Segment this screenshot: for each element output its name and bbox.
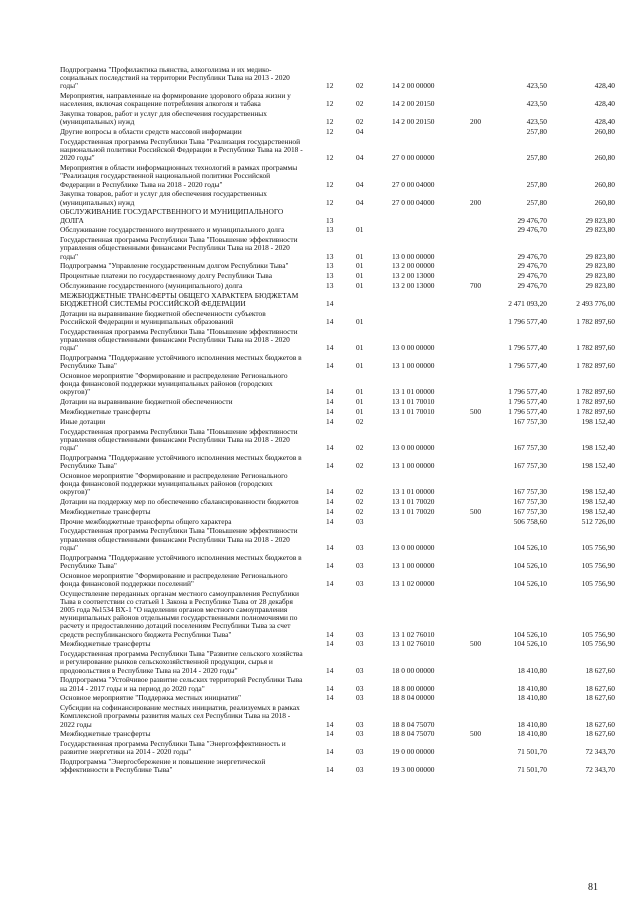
row-cs: 13 1 00 00000: [392, 560, 435, 570]
row-rz: 14: [326, 683, 334, 693]
table-row: [0, 92, 640, 108]
row-name: Иные дотации: [60, 416, 106, 426]
row-sum-2019: 104 526,10: [513, 542, 547, 552]
row-sum-2020: 260,80: [594, 179, 615, 189]
row-pr: 02: [356, 416, 364, 426]
row-cs: 18 0 00 00000: [392, 665, 435, 675]
row-sum-2020: 198 152,40: [581, 506, 615, 516]
row-rz: 14: [326, 729, 334, 739]
table-row: [0, 66, 640, 91]
row-sum-2020: 105 756,90: [581, 629, 615, 639]
row-cs: 19 3 00 00000: [392, 765, 435, 775]
row-sum-2020: 2 493 776,00: [576, 298, 615, 308]
row-pr: 02: [356, 81, 364, 91]
row-sum-2020: 72 343,70: [585, 747, 615, 757]
row-name: Основное мероприятие "Формирование и распределение Регионального фонда финансовой поддержки муниципальных районов (городских округов)": [60, 371, 288, 397]
row-pr: 01: [356, 387, 364, 397]
table-row: [0, 758, 640, 774]
row-cs: 13 2 00 13000: [392, 271, 435, 281]
table-row: [0, 498, 640, 506]
row-pr: 01: [356, 361, 364, 371]
row-sum-2020: 29 823,80: [585, 281, 615, 290]
row-sum-2019: 104 526,10: [513, 629, 547, 639]
row-vr: 700: [470, 281, 482, 290]
row-rz: 14: [326, 665, 334, 675]
table-row: [0, 128, 640, 136]
row-cs: 18 8 00 00000: [392, 683, 435, 693]
row-pr: 01: [356, 251, 364, 261]
row-cs: 27 0 00 04000: [392, 179, 435, 189]
row-sum-2020: 18 627,60: [585, 693, 615, 703]
row-sum-2019: 423,50: [526, 117, 547, 127]
row-rz: 14: [326, 442, 334, 452]
row-name: Закупка товаров, работ и услуг для обеспечения государственных (муниципальных) нужд: [60, 189, 267, 207]
table-row: [0, 282, 640, 290]
row-pr: 02: [356, 460, 364, 470]
table-row: [0, 704, 640, 729]
row-name: Основное мероприятие "Поддержка местных инициатив": [60, 693, 242, 703]
row-rz: 14: [326, 506, 334, 516]
row-rz: 14: [326, 747, 334, 757]
row-pr: 02: [356, 487, 364, 497]
row-cs: 27 0 00 00000: [392, 153, 435, 163]
row-pr: 01: [356, 271, 364, 281]
row-sum-2019: 1 796 577,40: [508, 387, 547, 397]
row-name: Подпрограмма "Устойчивое развитие сельских территорий Республики Тыва на 2014 - 2017 годы и на период до 2020 года": [60, 675, 303, 693]
row-cs: 13 1 01 70010: [392, 407, 435, 416]
table-row: [0, 398, 640, 406]
table-row: [0, 730, 640, 738]
table-row: [0, 640, 640, 648]
row-sum-2019: 167 757,30: [513, 487, 547, 497]
row-rz: 14: [326, 416, 334, 426]
table-row: [0, 554, 640, 570]
row-vr: 500: [470, 729, 482, 739]
row-pr: 01: [356, 261, 364, 271]
row-sum-2019: 18 410,80: [517, 683, 547, 693]
row-rz: 14: [326, 487, 334, 497]
row-sum-2019: 1 796 577,40: [508, 316, 547, 326]
table-row: [0, 292, 640, 308]
row-rz: 14: [326, 407, 334, 416]
table-row: [0, 508, 640, 516]
row-pr: 04: [356, 179, 364, 189]
row-name: Подпрограмма "Поддержание устойчивого исполнения местных бюджетов в Республике Тыва": [60, 552, 302, 570]
row-rz: 14: [326, 560, 334, 570]
row-name: Межбюджетные трансферты: [60, 639, 151, 649]
row-pr: 03: [356, 560, 364, 570]
row-sum-2020: 1 782 897,60: [576, 343, 615, 353]
row-pr: 03: [356, 639, 364, 649]
row-pr: 03: [356, 542, 364, 552]
row-rz: 14: [326, 693, 334, 703]
row-rz: 14: [326, 316, 334, 326]
row-sum-2020: 428,40: [594, 99, 615, 109]
table-row: [0, 527, 640, 552]
row-name: Подпрограмма "Управление государственным долгом Республики Тыва": [60, 261, 289, 271]
row-cs: 13 1 00 00000: [392, 361, 435, 371]
row-cs: 13 1 01 70020: [392, 497, 435, 506]
row-cs: 18 8 04 75070: [392, 719, 435, 729]
row-cs: 18 8 04 00000: [392, 693, 435, 703]
row-sum-2020: 29 823,80: [585, 251, 615, 261]
row-pr: 02: [356, 497, 364, 506]
row-pr: 04: [356, 197, 364, 207]
row-sum-2020: 1 782 897,60: [576, 387, 615, 397]
row-name: Подпрограмма "Энергосбережение и повышение энергетической эффективности в Республике Тыва": [60, 757, 266, 775]
row-name: Подпрограмма "Поддержание устойчивого исполнения местных бюджетов в Республике Тыва": [60, 452, 302, 470]
row-name: Подпрограмма "Поддержание устойчивого исполнения местных бюджетов в Республике Тыва": [60, 353, 302, 371]
row-sum-2019: 167 757,30: [513, 460, 547, 470]
row-sum-2020: 29 823,80: [585, 261, 615, 271]
row-name: Межбюджетные трансферты: [60, 506, 151, 516]
row-sum-2020: 105 756,90: [581, 639, 615, 649]
row-sum-2019: 167 757,30: [513, 497, 547, 506]
row-vr: 200: [470, 117, 482, 127]
row-rz: 14: [326, 298, 334, 308]
row-sum-2020: 198 152,40: [581, 442, 615, 452]
row-cs: 13 2 00 13000: [392, 281, 435, 290]
row-rz: 13: [326, 215, 334, 225]
row-rz: 14: [326, 397, 334, 407]
row-sum-2019: 1 796 577,40: [508, 407, 547, 416]
row-name: Процентные платежи по государственному долгу Республики Тыва: [60, 271, 272, 281]
row-name: Основное мероприятие "Формирование и распределение Регионального фонда финансовой поддержки поселений": [60, 570, 288, 588]
row-rz: 13: [326, 281, 334, 290]
row-cs: 14 2 00 20150: [392, 99, 435, 109]
row-sum-2020: 198 152,40: [581, 487, 615, 497]
row-sum-2020: 105 756,90: [581, 542, 615, 552]
row-cs: 13 1 02 76010: [392, 639, 435, 649]
row-pr: 02: [356, 99, 364, 109]
row-sum-2020: 198 152,40: [581, 460, 615, 470]
row-cs: 13 0 00 00000: [392, 343, 435, 353]
row-sum-2020: 18 627,60: [585, 719, 615, 729]
row-name: Мероприятия, направленные на формирование здорового образа жизни у населения, включая сокращение потребления алкоголя и табака: [60, 91, 291, 109]
row-rz: 12: [326, 179, 334, 189]
row-rz: 14: [326, 639, 334, 649]
row-sum-2019: 423,50: [526, 99, 547, 109]
row-pr: 03: [356, 629, 364, 639]
row-sum-2019: 104 526,10: [513, 639, 547, 649]
row-sum-2019: 18 410,80: [517, 693, 547, 703]
row-sum-2019: 423,50: [526, 81, 547, 91]
row-name: Государственная программа Республики Тыва "Повышение эффективности управления общественными финансами Республики Тыва на 2018 - 2020 годы": [60, 526, 298, 552]
row-rz: 12: [326, 81, 334, 91]
row-cs: 13 1 01 70010: [392, 397, 435, 407]
row-sum-2020: 260,80: [594, 197, 615, 207]
row-sum-2019: 257,80: [526, 153, 547, 163]
table-row: [0, 138, 640, 163]
table-row: [0, 226, 640, 234]
row-name: Дотации на выравнивание бюджетной обеспеченности: [60, 397, 233, 407]
row-sum-2020: 1 782 897,60: [576, 407, 615, 416]
row-name: Закупка товаров, работ и услуг для обеспечения государственных (муниципальных) нужд: [60, 109, 267, 127]
row-rz: 14: [326, 542, 334, 552]
row-pr: 04: [356, 153, 364, 163]
row-name: Государственная программа Республики Тыва "Повышение эффективности управления общественными финансами Республики Тыва на 2018 - 2020 годы": [60, 235, 298, 261]
table-row: [0, 428, 640, 453]
row-rz: 13: [326, 225, 334, 235]
row-cs: 18 8 04 75070: [392, 729, 435, 739]
row-vr: 500: [470, 639, 482, 649]
row-cs: 19 0 00 00000: [392, 747, 435, 757]
row-sum-2019: 29 476,70: [517, 261, 547, 271]
row-cs: 14 2 00 00000: [392, 81, 435, 91]
row-rz: 14: [326, 629, 334, 639]
table-row: [0, 190, 640, 206]
row-pr: 01: [356, 316, 364, 326]
row-sum-2020: 198 152,40: [581, 497, 615, 506]
row-sum-2019: 29 476,70: [517, 215, 547, 225]
row-rz: 14: [326, 516, 334, 526]
row-sum-2019: 257,80: [526, 197, 547, 207]
row-sum-2019: 104 526,10: [513, 578, 547, 588]
row-name: Государственная программа Республики Тыва "Реализация государственной национальной политики Российской Федерации в Республике Тыва на 2018 - 2020 годы": [60, 137, 303, 163]
row-sum-2019: 1 796 577,40: [508, 361, 547, 371]
row-cs: 13 1 01 00000: [392, 387, 435, 397]
row-name: Подпрограмма "Профилактика пьянства, алкоголизма и их медико- социальных последствий на территории Республики Тыва на 2013 - 2020 годы": [60, 65, 290, 91]
row-rz: 14: [326, 361, 334, 371]
row-name: Государственная программа Республики Тыва "Повышение эффективности управления общественными финансами Республики Тыва на 2018 - 2020 годы": [60, 326, 298, 353]
row-name: Обслуживание государственного внутреннего и муниципального долга: [60, 225, 285, 235]
row-sum-2020: 29 823,80: [585, 271, 615, 281]
row-pr: 02: [356, 442, 364, 452]
row-sum-2019: 1 796 577,40: [508, 397, 547, 407]
row-sum-2019: 104 526,10: [513, 560, 547, 570]
table-row: [0, 676, 640, 692]
row-sum-2019: 167 757,30: [513, 506, 547, 516]
table-row: [0, 372, 640, 397]
row-sum-2020: 29 823,80: [585, 215, 615, 225]
row-sum-2019: 18 410,80: [517, 665, 547, 675]
row-rz: 14: [326, 497, 334, 506]
row-sum-2020: 1 782 897,60: [576, 361, 615, 371]
row-sum-2019: 71 501,70: [517, 765, 547, 775]
row-rz: 13: [326, 271, 334, 281]
row-rz: 14: [326, 387, 334, 397]
row-rz: 14: [326, 460, 334, 470]
row-rz: 14: [326, 343, 334, 353]
row-sum-2019: 257,80: [526, 179, 547, 189]
row-sum-2020: 198 152,40: [581, 416, 615, 426]
row-name: Межбюджетные трансферты: [60, 729, 151, 739]
table-row: [0, 572, 640, 588]
table-row: [0, 472, 640, 497]
row-sum-2020: 18 627,60: [585, 665, 615, 675]
row-cs: 13 2 00 00000: [392, 261, 435, 271]
row-pr: 03: [356, 765, 364, 775]
row-pr: 01: [356, 225, 364, 235]
row-sum-2019: 257,80: [526, 127, 547, 137]
row-pr: 03: [356, 729, 364, 739]
table-row: [0, 590, 640, 639]
row-name: Дотации на поддержку мер по обеспечению сбалансированности бюджетов: [60, 497, 299, 506]
row-pr: 01: [356, 343, 364, 353]
row-sum-2019: 2 471 093,20: [508, 298, 547, 308]
row-sum-2019: 167 757,30: [513, 416, 547, 426]
table-row: [0, 208, 640, 224]
row-name: ОБСЛУЖИВАНИЕ ГОСУДАРСТВЕННОГО И МУНИЦИПАЛЬНОГО ДОЛГА: [60, 207, 284, 225]
row-name: Государственная программа Республики Тыва "Энергоэффективность и развитие энергетики на 2014 - 2020 годы": [60, 739, 286, 757]
row-sum-2020: 105 756,90: [581, 578, 615, 588]
row-rz: 12: [326, 153, 334, 163]
row-pr: 03: [356, 693, 364, 703]
row-sum-2020: 1 782 897,60: [576, 316, 615, 326]
row-name: Мероприятия в области информационных технологий в рамках программы "Реализация государственной национальной политики Российской Федерации в Республике Тыва на 2018 - 2020 годы": [60, 163, 298, 189]
row-pr: 03: [356, 578, 364, 588]
row-sum-2020: 18 627,60: [585, 683, 615, 693]
row-name: МЕЖБЮДЖЕТНЫЕ ТРАНСФЕРТЫ ОБЩЕГО ХАРАКТЕРА БЮДЖЕТАМ БЮДЖЕТНОЙ СИСТЕМЫ РОССИЙСКОЙ ФЕДЕРАЦИИ: [60, 290, 299, 308]
row-rz: 12: [326, 127, 334, 137]
row-cs: 13 0 00 00000: [392, 442, 435, 452]
table-row: [0, 740, 640, 756]
row-rz: 14: [326, 765, 334, 775]
row-name: Государственная программа Республики Тыва "Повышение эффективности управления общественными финансами Республики Тыва на 2018 - 2020 годы": [60, 426, 298, 452]
table-row: [0, 650, 640, 675]
table-row: [0, 164, 640, 189]
row-cs: 13 0 00 00000: [392, 251, 435, 261]
table-row: [0, 310, 640, 326]
row-cs: 14 2 00 20150: [392, 117, 435, 127]
row-cs: 27 0 00 04000: [392, 197, 435, 207]
row-pr: 01: [356, 407, 364, 416]
row-sum-2019: 506 758,60: [513, 516, 547, 526]
row-sum-2020: 1 782 897,60: [576, 397, 615, 407]
row-sum-2019: 29 476,70: [517, 251, 547, 261]
table-row: [0, 518, 640, 526]
row-sum-2019: 29 476,70: [517, 225, 547, 235]
row-sum-2020: 428,40: [594, 117, 615, 127]
row-rz: 14: [326, 578, 334, 588]
row-sum-2019: 71 501,70: [517, 747, 547, 757]
row-pr: 02: [356, 117, 364, 127]
row-sum-2019: 29 476,70: [517, 271, 547, 281]
row-name: Осуществление переданных органам местного самоуправления Республики Тыва в соответствии со статьей 1 Закона в Республике Тыва от 28 декабря 2005 года №1534 ВХ-1 "О наделении органов местного самоуправления муниципальных районов отдельными государственными полномочиями по расчету и предоставлению дотаций поселениям Республики Тыва за счет средств республиканского бюджета Республики Тыва": [60, 588, 299, 639]
table-row: [0, 272, 640, 280]
row-name: Субсидии на софинансирование местных инициатив, реализуемых в рамках Комплексной программы развития малых сел Республики Тыва на 2018 - 2022 годы: [60, 703, 300, 729]
table-row: [0, 694, 640, 702]
row-sum-2020: 72 343,70: [585, 765, 615, 775]
row-rz: 13: [326, 251, 334, 261]
row-sum-2020: 105 756,90: [581, 560, 615, 570]
row-name: Дотации на выравнивание бюджетной обеспеченности субъектов Российской Федерации и муниципальных образований: [60, 308, 266, 326]
row-name: Государственная программа Республики Тыва "Развитие сельского хозяйства и регулирование рынков сельскохозяйственной продукции, сырья и продовольствия в Республике Тыва на 2014 - 2020 годы": [60, 649, 303, 675]
table-row: [0, 454, 640, 470]
row-rz: 12: [326, 117, 334, 127]
row-name: Прочие межбюджетные трансферты общего характера: [60, 516, 232, 526]
row-cs: 13 1 01 00000: [392, 487, 435, 497]
row-sum-2019: 29 476,70: [517, 281, 547, 290]
row-cs: 13 1 02 76010: [392, 629, 435, 639]
table-row: [0, 262, 640, 270]
row-rz: 12: [326, 197, 334, 207]
row-rz: 14: [326, 719, 334, 729]
table-row: [0, 354, 640, 370]
table-row: [0, 418, 640, 426]
row-name: Основное мероприятие "Формирование и распределение Регионального фонда финансовой поддержки муниципальных районов (городских округов)": [60, 470, 288, 497]
row-name: Другие вопросы в области средств массовой информации: [60, 127, 242, 137]
row-vr: 500: [470, 407, 482, 416]
row-name: Обслуживание государственного (муниципального) долга: [60, 281, 243, 290]
table-row: [0, 328, 640, 353]
table-row: [0, 236, 640, 261]
row-name: Межбюджетные трансферты: [60, 407, 151, 416]
row-pr: 03: [356, 665, 364, 675]
row-cs: 13 1 02 00000: [392, 578, 435, 588]
row-sum-2020: 260,80: [594, 153, 615, 163]
row-sum-2020: 260,80: [594, 127, 615, 137]
row-pr: 03: [356, 683, 364, 693]
row-sum-2019: 18 410,80: [517, 729, 547, 739]
row-rz: 12: [326, 99, 334, 109]
row-pr: 03: [356, 747, 364, 757]
row-pr: 02: [356, 506, 364, 516]
row-sum-2019: 1 796 577,40: [508, 343, 547, 353]
row-rz: 13: [326, 261, 334, 271]
row-pr: 03: [356, 516, 364, 526]
table-row: [0, 408, 640, 416]
row-sum-2020: 29 823,80: [585, 225, 615, 235]
row-sum-2019: 167 757,30: [513, 442, 547, 452]
row-cs: 13 1 00 00000: [392, 460, 435, 470]
row-pr: 04: [356, 127, 364, 137]
row-sum-2020: 428,40: [594, 81, 615, 91]
row-pr: 01: [356, 281, 364, 290]
row-cs: 13 0 00 00000: [392, 542, 435, 552]
row-sum-2020: 18 627,60: [585, 729, 615, 739]
page-number: 81: [588, 882, 598, 893]
row-pr: 03: [356, 719, 364, 729]
row-vr: 200: [470, 197, 482, 207]
row-pr: 01: [356, 397, 364, 407]
row-cs: 13 1 01 70020: [392, 506, 435, 516]
row-vr: 500: [470, 506, 482, 516]
table-row: [0, 110, 640, 126]
row-sum-2020: 512 726,00: [581, 516, 615, 526]
row-sum-2019: 18 410,80: [517, 719, 547, 729]
